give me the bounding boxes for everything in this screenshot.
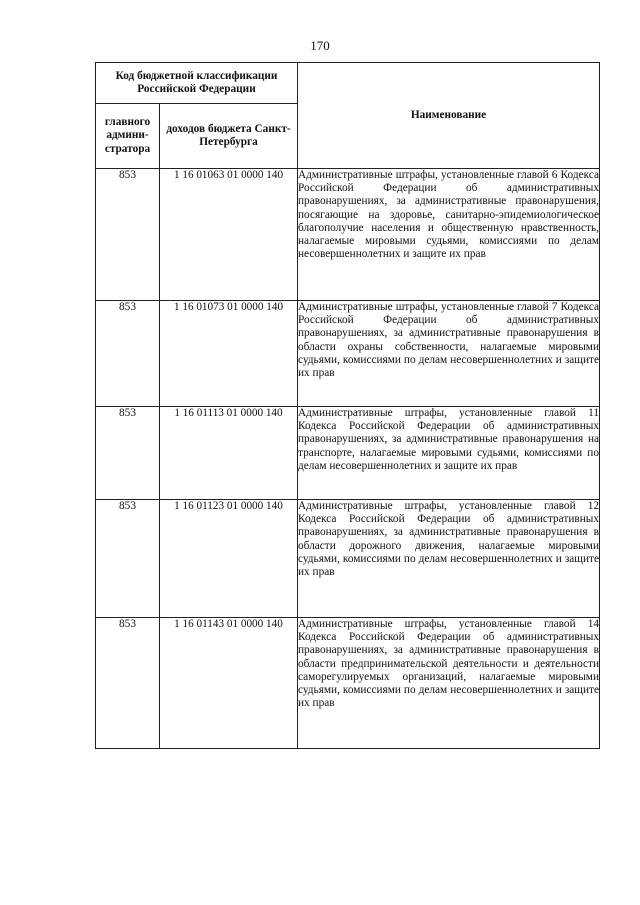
cell-income-code: 1 16 01123 01 0000 140 (160, 500, 298, 618)
cell-admin-code: 853 (96, 301, 160, 407)
page-number: 170 (310, 38, 330, 53)
cell-admin-code: 853 (96, 500, 160, 618)
cell-admin-code: 853 (96, 407, 160, 500)
table-row (96, 407, 600, 500)
cell-name: Административные штрафы, установленные главой 6 Кодекса Российской Федерации об административных правонарушениях, за административные правонарушения, посягающие на здоровье, санитарно-эпидемиологическое благополучие населения и общественную нравственность, налагаемые мировыми судьями, комиссиями по делам несовершеннолетних и защите их прав (298, 169, 600, 301)
table-header (96, 63, 600, 169)
header-chief-administrator: главного админи-стратора (96, 104, 160, 169)
cell-income-code: 1 16 01143 01 0000 140 (160, 618, 298, 749)
cell-name: Административные штрафы, установленные главой 12 Кодекса Российской Федерации об административных правонарушениях, за административные правонарушения в области дорожного движения, налагаемые мировыми судьями, комиссиями по делам несовершеннолетних и защите их прав (298, 500, 600, 618)
cell-income-code: 1 16 01073 01 0000 140 (160, 301, 298, 407)
cell-income-code: 1 16 01063 01 0000 140 (160, 169, 298, 301)
cell-admin-code: 853 (96, 618, 160, 749)
cell-name: Административные штрафы, установленные главой 11 Кодекса Российской Федерации об административных правонарушениях, за административные правонарушения на транспорте, налагаемые мировыми судьями, комиссиями по делам несовершеннолетних и защите их прав (298, 407, 600, 500)
table-row (96, 618, 600, 749)
cell-name: Административные штрафы, установленные главой 14 Кодекса Российской Федерации об административных правонарушениях, за административные правонарушения в области предпринимательской деятельности и деятельности саморегулируемых организаций, налагаемые мировыми судьями, комиссиями по делам несовершеннолетних и защите их прав (298, 618, 600, 749)
cell-name: Административные штрафы, установленные главой 7 Кодекса Российской Федерации об административных правонарушениях, за административные правонарушения в области охраны собственности, налагаемые мировыми судьями, комиссиями по делам несовершеннолетних и защите их прав (298, 301, 600, 407)
table-row (96, 169, 600, 301)
header-classification-code: Код бюджетной классификации Российской Федерации (96, 63, 298, 104)
header-name: Наименование (298, 63, 600, 169)
cell-admin-code: 853 (96, 169, 160, 301)
cell-income-code: 1 16 01113 01 0000 140 (160, 407, 298, 500)
budget-classification-table (95, 62, 600, 749)
table-row (96, 500, 600, 618)
header-budget-income: доходов бюджета Санкт-Петербурга (160, 104, 298, 169)
table-body (96, 169, 600, 749)
table-row (96, 301, 600, 407)
